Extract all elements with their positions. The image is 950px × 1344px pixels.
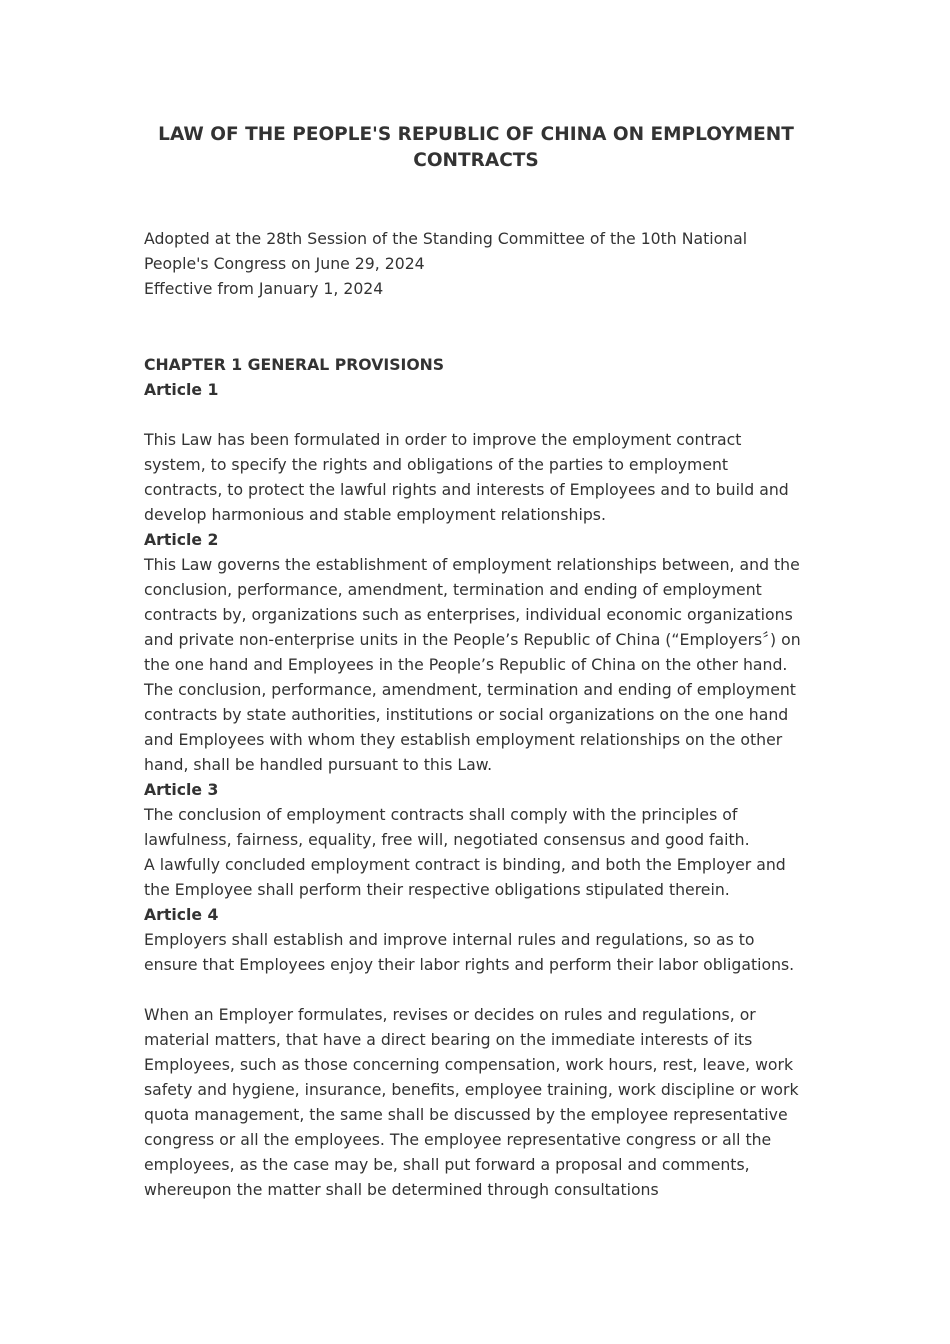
paragraph-gap xyxy=(144,977,808,1002)
adopted-date: Adopted at the 28th Session of the Standing Committee of the 10th National People's Congress on June 29, 2024 xyxy=(144,229,748,273)
article-paragraph: This Law has been formulated in order to improve the employment contract system, to specify the rights and obligations of the parties to employment contracts, to protect the lawful rights and interests of Employees and to build and develop harmonious and stable employment relationships. xyxy=(144,430,789,524)
article-heading: Article 1 xyxy=(144,380,219,399)
paragraph-gap xyxy=(144,402,808,427)
article-paragraph: Employers shall establish and improve internal rules and regulations, so as to ensure that Employees enjoy their labor rights and perform their labor obligations. xyxy=(144,930,795,974)
adoption-info xyxy=(144,226,808,301)
law-content xyxy=(144,352,808,1202)
article-paragraph: A lawfully concluded employment contract is binding, and both the Employer and the Employee shall perform their respective obligations stipulated therein. xyxy=(144,855,786,899)
article-heading: Article 2 xyxy=(144,530,219,549)
article-heading: Article 3 xyxy=(144,780,219,799)
article-paragraph: The conclusion, performance, amendment, termination and ending of employment contracts by state authorities, institutions or social organizations on the one hand and Employees with whom they establish employment relationships on the other hand, shall be handled pursuant to this Law. xyxy=(144,680,796,774)
article-paragraph: This Law governs the establishment of employment relationships between, and the conclusion, performance, amendment, termination and ending of employment contracts by, organizations such as enterprises, individual economic organizations and private non-enterprise units in the People’s Republic of China (“Employers〞) on the one hand and Employees in the People’s Republic of China on the other hand. xyxy=(144,555,801,674)
document-page xyxy=(144,122,808,1202)
chapter-heading: CHAPTER 1 GENERAL PROVISIONS xyxy=(144,355,445,374)
effective-date: Effective from January 1, 2024 xyxy=(144,279,384,298)
article-paragraph: When an Employer formulates, revises or decides on rules and regulations, or material matters, that have a direct bearing on the immediate interests of its Employees, such as those concerning compensation, work hours, rest, leave, work safety and hygiene, insurance, benefits, employee training, work discipline or work quota management, the same shall be discussed by the employee representative congress or all the employees. The employee representative congress or all the employees, as the case may be, shall put forward a proposal and comments, whereupon the matter shall be determined through consultations xyxy=(144,1005,799,1199)
document-title: LAW OF THE PEOPLE'S REPUBLIC OF CHINA ON EMPLOYMENT CONTRACTS xyxy=(158,124,794,171)
article-paragraph: The conclusion of employment contracts shall comply with the principles of lawfulness, fairness, equality, free will, negotiated consensus and good faith. xyxy=(144,805,750,849)
article-heading: Article 4 xyxy=(144,905,219,924)
